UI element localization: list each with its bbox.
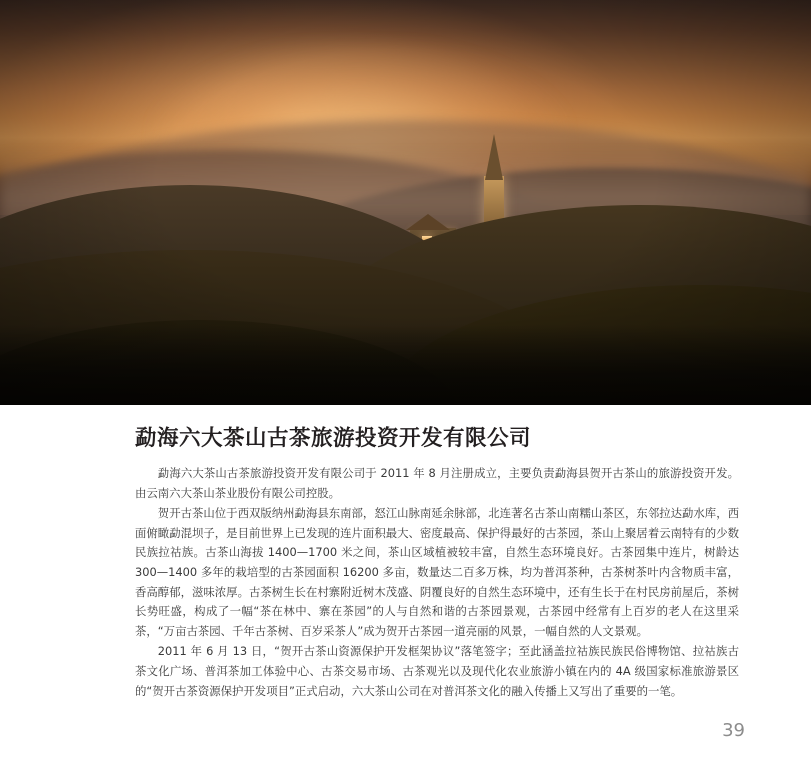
paragraph-list — [0, 452, 811, 701]
foreground-shadow — [0, 325, 811, 405]
temple-spire — [485, 134, 503, 180]
page-title: 勐海六大茶山古茶旅游投资开发有限公司 — [135, 426, 532, 451]
paragraph-2: 贺开古茶山位于西双版纳州勐海县东南部，怒江山脉南延余脉部，北连著名古茶山南糯山茶区，东邻拉达勐水库，西面俯瞰勐混坝子，是目前世界上已发现的连片面积最大、密度最高、保护得最好的古茶园，茶山上聚居着云南特有的少数民族拉祜族。古茶山海拔 1400—1700 米之间，茶山区域植被较丰富，自然生态环境良好。古茶园集中连片，树龄达 300—1400 多年的栽培型的古茶园面积 16200 多亩，数量达二百多万株，均为普洱茶种，古茶树茶叶内含物质丰富，香高醇郁，滋味浓厚。古茶树生长在村寨附近树木茂盛、阴覆良好的自然生态环境中，还有生长于在村民房前屋后，茶树长势旺盛，构成了一幅“茶在林中、寨在茶园”的人与自然和谐的古茶园景观，古茶园中经常有上百岁的老人在这里采茶，“万亩古茶园、千年古茶树、百岁采茶人”成为贺开古茶园一道亮丽的风景，一幅自然的人文景观。 — [135, 506, 739, 638]
roof-left — [406, 214, 450, 230]
article-body — [0, 405, 811, 767]
paragraph-1: 勐海六大茶山古茶旅游投资开发有限公司于 2011 年 8 月注册成立，主要负责勐海县贺开古茶山的旅游投资开发。由云南六大茶山茶业股份有限公司控股。 — [135, 466, 739, 500]
paragraph-3: 2011 年 6 月 13 日，“贺开古茶山资源保护开发框架协议”落笔签字；至此涵盖拉祜族民族民俗博物馆、拉祜族古茶文化广场、普洱茶加工体验中心、古茶交易市场、古茶观光以及现代化农业旅游小镇在内的 4A 级国家标准旅游景区的“贺开古茶资源保护开发项目”正式启动，六大茶山公司在对普洱茶文化的融入传播上又写出了重要的一笔。 — [135, 644, 739, 698]
page-number: 39 — [722, 720, 745, 741]
